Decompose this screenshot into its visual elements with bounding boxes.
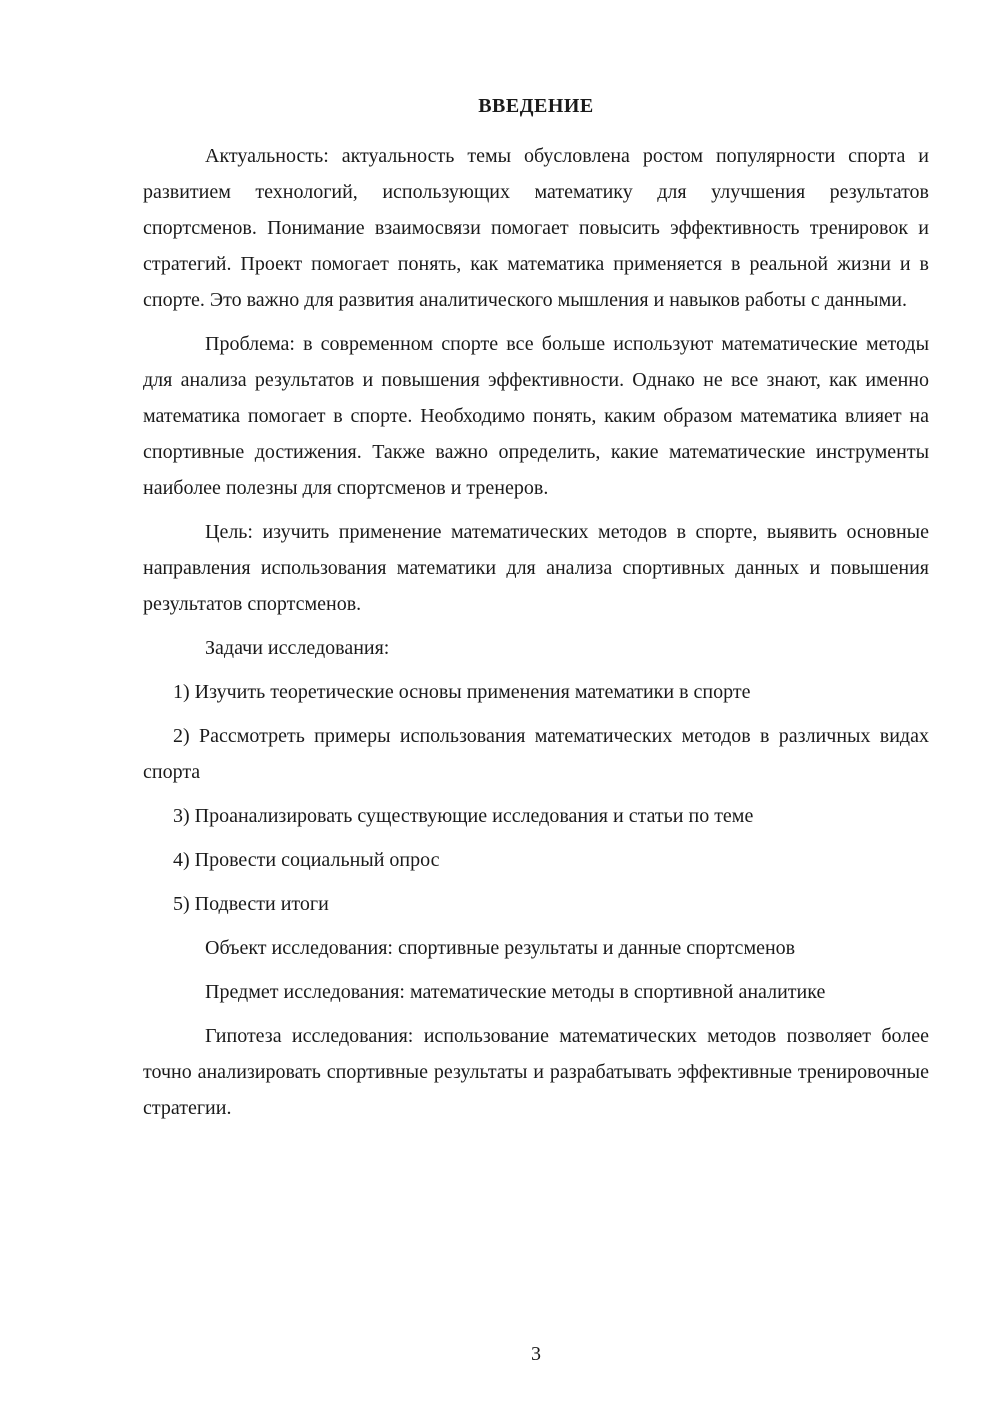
list-item-5: 5) Подвести итоги	[173, 893, 329, 915]
list-item-4: 4) Провести социальный опрос	[173, 849, 440, 871]
list-item-2: 2) Рассмотреть примеры использования математических методов в различных видах спорта	[143, 725, 929, 783]
paragraph-gipoteza: Гипотеза исследования: использование математических методов позволяет более точно анализировать спортивные результаты и разрабатывать эффективные тренировочные стратегии.	[143, 1025, 929, 1119]
paragraph-zadachi-heading: Задачи исследования:	[205, 637, 390, 659]
paragraph-predmet: Предмет исследования: математические методы в спортивной аналитике	[205, 981, 826, 1003]
page-title: ВВЕДЕНИЕ	[478, 95, 594, 117]
paragraph-cel: Цель: изучить применение математических методов в спорте, выявить основные направления использования математики для анализа спортивных данных и повышения результатов спортсменов.	[143, 521, 929, 615]
paragraph-aktualnost: Актуальность: актуальность темы обусловлена ростом популярности спорта и развитием технологий, использующих математику для улучшения результатов спортсменов. Понимание взаимосвязи помогает повысить эффективность тренировок и стратегий. Проект помогает понять, как математика применяется в реальной жизни и в спорте. Это важно для развития аналитического мышления и навыков работы с данными.	[143, 145, 929, 311]
list-item-3: 3) Проанализировать существующие исследования и статьи по теме	[173, 805, 754, 827]
paragraph-problema: Проблема: в современном спорте все больше используют математические методы для анализа результатов и повышения эффективности. Однако не все знают, как именно математика помогает в спорте. Необходимо понять, каким образом математика влияет на спортивные достижения. Также важно определить, какие математические инструменты наиболее полезны для спортсменов и тренеров.	[143, 333, 929, 499]
page-number: 3	[531, 1343, 541, 1365]
paragraph-obekt: Объект исследования: спортивные результаты и данные спортсменов	[205, 937, 796, 959]
list-item-1: 1) Изучить теоретические основы применения математики в спорте	[173, 681, 751, 703]
